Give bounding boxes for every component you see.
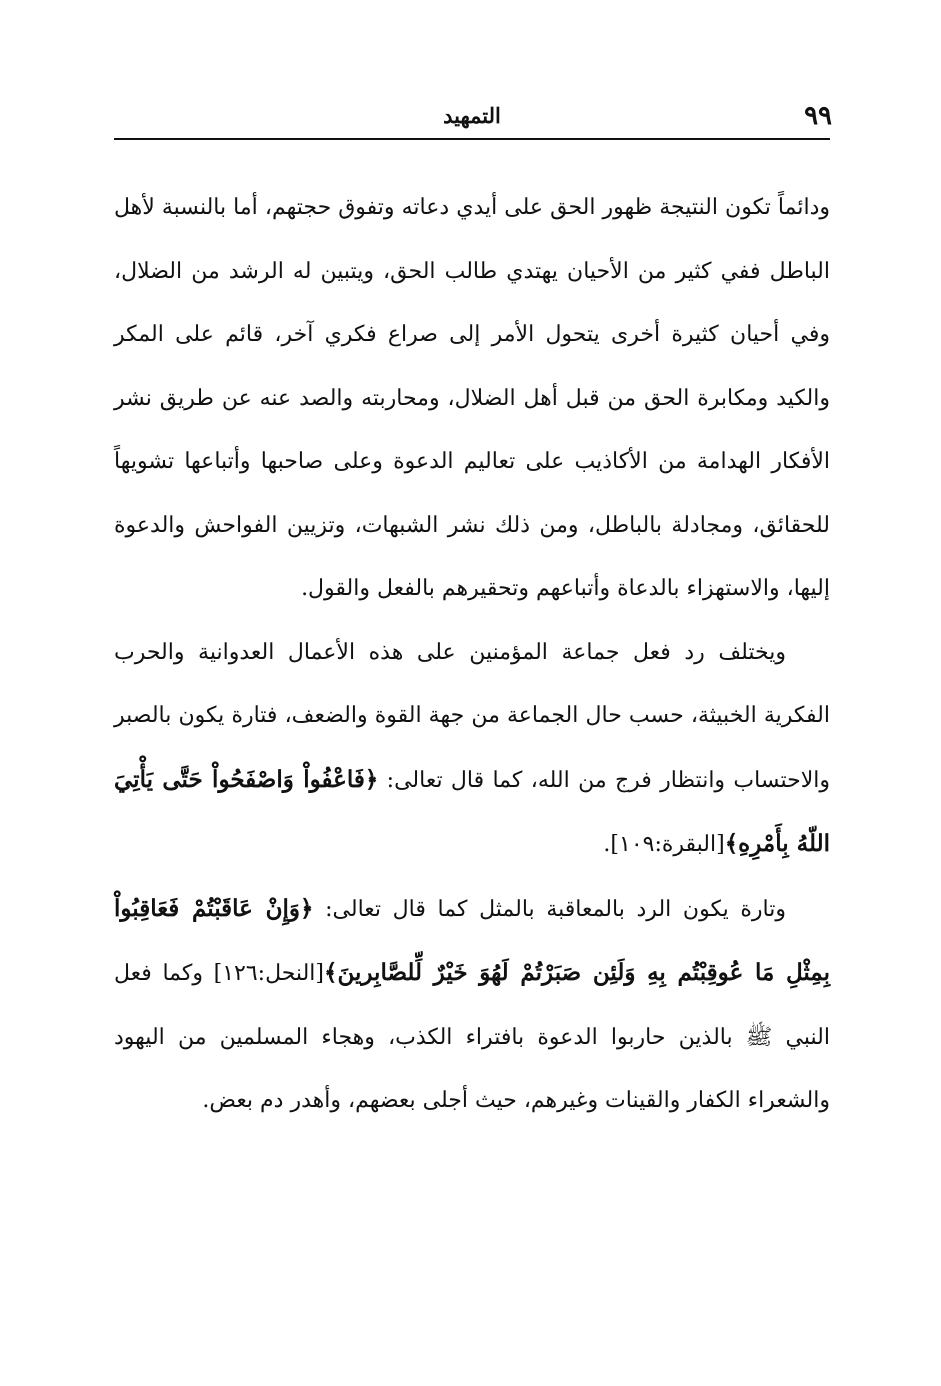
paragraph-3-continuation: [النحل:١٢٦] وكما فعل النبي ﷺ بالذين حاربوا الدعوة بافتراء الكذب، وهجاء المسلمين من اليهود والشعراء الكفار والقينات وغيرهم، حيث أجلى بعضهم، وأهدر دم بعض.	[114, 961, 830, 1113]
paragraph-1	[114, 176, 830, 621]
page-number: ٩٩	[804, 101, 832, 131]
verse-reference-baqarah: [البقرة:١٠٩].	[603, 832, 725, 857]
header-rule	[114, 138, 830, 140]
paragraph-2-text: ويختلف رد فعل جماعة المؤمنين على هذه الأعمال العدوانية والحرب الفكرية الخبيثة، حسب حال الجماعة من جهة القوة والضعف، فتارة يكون بالصبر والاحتساب وانتظار فرج من الله، كما قال تعالى:	[114, 639, 830, 793]
quran-verse-baqarah: ﴿فَاعْفُواْ وَاصْفَحُواْ حَتَّى يَأْتِيَ اللّهُ بِأَمْرِهِ﴾	[114, 765, 830, 857]
quran-verse-nahl: ﴿وَإِنْ عَاقَبْتُمْ فَعَاقِبُواْ بِمِثْلِ مَا عُوقِبْتُم بِهِ وَلَئِن صَبَرْتُمْ لَهُوَ خَيْرٌ لِّلصَّابِرينَ﴾	[114, 894, 830, 986]
body-text	[114, 176, 830, 1133]
paragraph-2	[114, 621, 830, 877]
paragraph-3-text: وتارة يكون الرد بالمعاقبة بالمثل كما قال تعالى:	[313, 896, 786, 922]
page-header	[112, 96, 832, 138]
running-title: التمهيد	[443, 103, 501, 128]
paragraph-1-text: ودائماً تكون النتيجة ظهور الحق على أيدي دعاته وتفوق حجتهم، أما بالنسبة لأهل الباطل ففي كثير من الأحيان يهتدي طالب الحق، ويتبين له الرشد من الضلال، وفي أحيان كثيرة أخرى يتحول الأمر إلى صراع فكري آخر، قائم على المكر والكيد ومكابرة الحق من قبل أهل الضلال، ومحاربته والصد عنه عن طريق نشر الأفكار الهدامة من الأكاذيب على تعاليم الدعوة وعلى صاحبها وأتباعها تشويهاً للحقائق، ومجادلة بالباطل، ومن ذلك نشر الشبهات، وتزيين الفواحش والدعوة إليها، والاستهزاء بالدعاة وأتباعهم وتحقيرهم بالفعل والقول.	[114, 195, 830, 601]
paragraph-3	[114, 877, 830, 1133]
